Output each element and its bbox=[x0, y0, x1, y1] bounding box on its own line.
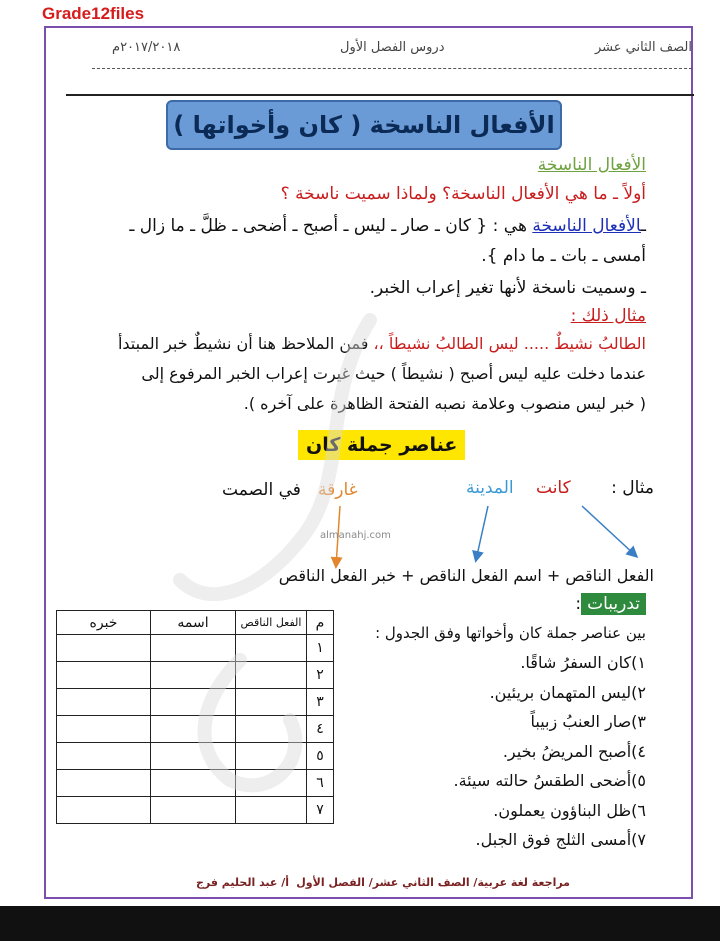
exercises-instruction: بين عناصر جملة كان وأخواتها وفق الجدول : bbox=[375, 624, 646, 642]
exercises-colon: : bbox=[575, 594, 582, 614]
table-row bbox=[57, 797, 334, 824]
table-cell bbox=[151, 797, 236, 824]
definition-prefix: ـ bbox=[641, 216, 646, 236]
row-number: ٥ bbox=[307, 743, 334, 770]
formula-line: الفعل الناقص + اسم الفعل الناقص + خبر الفعل الناقص bbox=[278, 566, 654, 585]
list-item: ٢)ليس المتهمان بريئين. bbox=[489, 682, 646, 702]
example-line-2: عندما دخلت عليه ليس أصبح ( نشيطاً ) حيث غيرت إعراب الخبر المرفوع إلى bbox=[141, 364, 646, 383]
example-rest: فمن الملاحظ هنا أن نشيطٌ خبر المبتدأ bbox=[117, 334, 374, 353]
list-item: ٧)أمسى الثلج فوق الجبل. bbox=[475, 830, 646, 849]
definition-line-2: أمسى ـ بات ـ ما دام }. bbox=[481, 246, 646, 266]
row-number: ٤ bbox=[307, 716, 334, 743]
table-header-verb: الفعل الناقص bbox=[236, 611, 307, 635]
diagram-predicate: غارقة bbox=[318, 480, 358, 500]
footer-author: أ/ عبد الحليم فرج bbox=[196, 876, 290, 889]
list-item: ٣)صار العنبُ زبيباً bbox=[530, 712, 646, 731]
section-heading: الأفعال الناسخة bbox=[537, 155, 646, 175]
table-cell bbox=[236, 797, 307, 824]
footer-course: مراجعة لغة عربية/ الصف الثاني عشر/ الفصل الأول bbox=[296, 876, 570, 889]
list-item: ٥)أضحى الطقسُ حالته سيئة. bbox=[453, 771, 646, 790]
exercises-badge: تدريبات bbox=[581, 593, 646, 615]
bottom-bar bbox=[0, 906, 720, 941]
example-label: مثال ذلك : bbox=[570, 306, 646, 326]
diagram-label: مثال : bbox=[611, 478, 654, 498]
table-header-number: م bbox=[307, 611, 334, 635]
exercises-heading bbox=[575, 594, 646, 614]
example-line-3: ( خبر ليس منصوب وعلامة نصبه الفتحة الظاهرة على آخره ). bbox=[243, 394, 646, 413]
header-lessons: دروس الفصل الأول bbox=[340, 40, 445, 55]
diagram-subject: المدينة bbox=[466, 478, 514, 498]
row-number: ١ bbox=[307, 635, 334, 662]
brand-label: Grade12files bbox=[42, 4, 145, 23]
table-header-subject: اسمه bbox=[151, 611, 236, 635]
header-year: ٢٠١٧/٢٠١٨م bbox=[112, 40, 181, 55]
exercises-list bbox=[454, 648, 647, 855]
row-number: ٢ bbox=[307, 662, 334, 689]
diagram-verb: كانت bbox=[536, 478, 571, 498]
arrow-verb bbox=[582, 506, 636, 556]
diagram-tail: في الصمت bbox=[222, 480, 301, 500]
list-item: ٤)أصبح المريضُ بخير. bbox=[502, 741, 646, 761]
example-red-text: الطالبُ نشيطٌ ..... ليس الطالبُ نشيطاً ،، bbox=[373, 334, 646, 353]
definition-term: الأفعال الناسخة bbox=[532, 216, 642, 236]
list-item: ١)كان السفرُ شاقًا. bbox=[520, 653, 646, 672]
watermark-site: almanahj.com bbox=[320, 530, 391, 541]
row-number: ٧ bbox=[307, 797, 334, 824]
row-number: ٦ bbox=[307, 770, 334, 797]
row-number: ٣ bbox=[307, 689, 334, 716]
header-grade: الصف الثاني عشر bbox=[594, 40, 692, 55]
table-header-predicate: خبره bbox=[57, 611, 151, 635]
watermark-calligraphy bbox=[117, 280, 440, 800]
question-line: أولاً ـ ما هي الأفعال الناسخة؟ ولماذا سميت ناسخة ؟ bbox=[280, 184, 646, 204]
table-cell bbox=[57, 797, 151, 824]
definition-rest: هي : { كان ـ صار ـ ليس ـ أصبح ـ أضحى ـ ظلَّ ـ ما زال ـ bbox=[129, 216, 533, 236]
page-title: الأفعال الناسخة ( كان وأخواتها ) bbox=[166, 100, 562, 150]
list-item: ٦)ظل البناؤون يعملون. bbox=[493, 800, 646, 820]
elements-heading: عناصر جملة كان bbox=[298, 430, 465, 460]
arrow-subject bbox=[476, 506, 488, 560]
reason-line: ـ وسميت ناسخة لأنها تغير إعراب الخبر. bbox=[369, 278, 646, 298]
